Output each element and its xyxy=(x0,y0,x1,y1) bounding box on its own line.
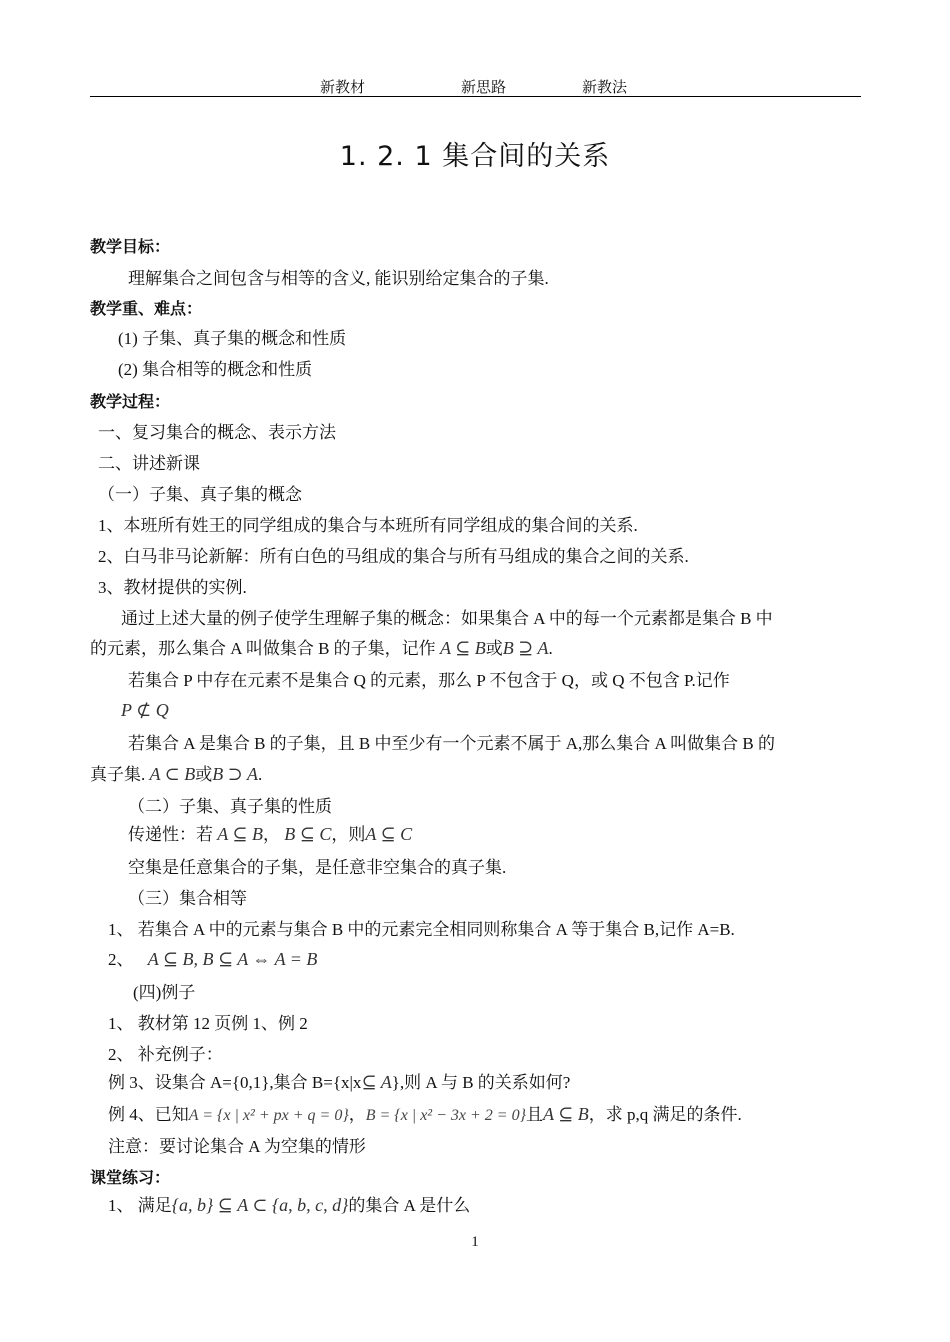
practice-item-1: 1、 教材第 12 页例 1、例 2 xyxy=(108,1014,308,1033)
note: 注意：要讨论集合 A 为空集的情形 xyxy=(108,1137,366,1156)
example-4-problem xyxy=(108,1103,742,1127)
subset-definition-line-1: 通过上述大量的例子使学生理解子集的概念：如果集合 A 中的每一个元素都是集合 B 中 xyxy=(121,609,773,628)
example-4-comma: ， xyxy=(348,1105,366,1124)
example-2: 2、白马非马论新解：所有白色的马组成的集合与所有马组成的集合之间的关系. xyxy=(98,547,689,566)
subsection-subset-properties: （二）子集、真子集的性质 xyxy=(128,797,332,816)
objectives-text: 理解集合之间包含与相等的含义, 能识别给定集合的子集. xyxy=(128,269,549,288)
math-a-subset-b: A ⊆ B xyxy=(439,638,486,658)
proper-subset-definition-line-2 xyxy=(90,763,262,786)
section-new-lesson: 二、讲述新课 xyxy=(98,454,200,473)
math-example-4-a: A = {x | x² + px + q = 0} xyxy=(188,1107,349,1124)
subsection-subset-concept: （一）子集、真子集的概念 xyxy=(98,485,302,504)
example-1: 1、本班所有姓王的同学组成的集合与本班所有同学组成的集合间的关系. xyxy=(98,516,638,535)
period: . xyxy=(258,765,263,784)
or-text: 或 xyxy=(485,639,503,658)
math-practice-1: {a, b} ⊆ A ⊂ {a, b, c, d} xyxy=(171,1195,349,1215)
not-subset-definition: 若集合 P 中存在元素不是集合 Q 的元素，那么 P 不包含于 Q，或 Q 不包含 P.记作 xyxy=(128,671,730,690)
example-4-text-a: 例 4、已知 xyxy=(108,1105,189,1124)
math-b-proper-superset-a: B ⊃ A xyxy=(212,764,258,784)
section-review: 一、复习集合的概念、表示方法 xyxy=(98,423,336,442)
page-number: 1 xyxy=(471,1234,479,1250)
transitivity-line xyxy=(128,823,412,846)
empty-set-property: 空集是任意集合的子集，是任意非空集合的真子集. xyxy=(128,858,507,877)
math-transitivity-1: A ⊆ B xyxy=(217,824,263,844)
practice-heading: 课堂练习： xyxy=(90,1168,171,1187)
math-example-4-b: B = {x | x² − 3x + 2 = 0} xyxy=(365,1107,526,1124)
example-3-text-b: },则 A 与 B 的关系如何? xyxy=(391,1073,571,1092)
example-4-text-b: ，求 p,q 满足的条件. xyxy=(588,1105,742,1124)
math-example-4-c: A ⊆ B xyxy=(542,1104,589,1124)
math-transitivity-3: A ⊆ C xyxy=(365,824,413,844)
period: . xyxy=(548,639,553,658)
key-points-heading: 教学重、难点： xyxy=(90,299,203,318)
example-3-text-a: 例 3、设集合 A={0,1},集合 B={x|x xyxy=(108,1073,362,1092)
key-point-2: (2) 集合相等的概念和性质 xyxy=(118,360,313,379)
header-right: 新教法 xyxy=(582,80,628,96)
math-b-superset-a: B ⊇ A xyxy=(502,638,549,658)
practice-item-2: 2、 补充例子： xyxy=(108,1045,223,1064)
or-text: 或 xyxy=(195,765,213,784)
proper-subset-definition-line-1: 若集合 A 是集合 B 的子集，且 B 中至少有一个元素不属于 A,那么集合 A 叫做集合 B 的 xyxy=(128,734,775,753)
transitivity-label: 传递性：若 xyxy=(128,825,213,844)
example-4-and: 且 xyxy=(525,1105,543,1124)
page-title: 1. 2. 1 集合间的关系 xyxy=(339,141,611,172)
subsection-examples: (四)例子 xyxy=(133,983,196,1002)
math-p-not-subset-q: P ⊄ Q xyxy=(121,700,169,720)
example-3: 3、教材提供的实例. xyxy=(98,578,247,597)
equality-item-2 xyxy=(108,948,317,971)
process-heading: 教学过程： xyxy=(90,392,171,411)
subset-definition-line-2 xyxy=(90,637,553,660)
example-3-problem xyxy=(108,1071,570,1094)
math-example-3: ⊆ A xyxy=(361,1072,392,1092)
math-a-proper-subset-b: A ⊂ B xyxy=(149,764,196,784)
proper-subset-text: 真子集. xyxy=(90,765,146,784)
then-text: ，则 xyxy=(331,825,366,844)
math-transitivity-2: B ⊆ C xyxy=(284,824,332,844)
subsection-set-equality: （三）集合相等 xyxy=(128,889,247,908)
objectives-heading: 教学目标： xyxy=(90,237,171,256)
practice-question-1-text: 的集合 A 是什么 xyxy=(348,1196,471,1215)
header-rule xyxy=(90,96,861,97)
equality-item-2-number: 2、 xyxy=(108,950,134,969)
comma: ， xyxy=(263,825,280,844)
practice-question-1-number: 1、 满足 xyxy=(108,1196,172,1215)
key-point-1: (1) 子集、真子集的概念和性质 xyxy=(118,329,347,348)
header-middle: 新思路 xyxy=(461,80,507,96)
math-equality: A ⊆ B, B ⊆ A ⇔ A = B xyxy=(147,949,318,969)
practice-question-1 xyxy=(108,1194,470,1217)
subset-definition-text: 的元素，那么集合 A 叫做集合 B 的子集，记作 xyxy=(90,639,436,658)
equality-item-1: 1、 若集合 A 中的元素与集合 B 中的元素完全相同则称集合 A 等于集合 B,记作 A=B. xyxy=(108,920,735,939)
header-left: 新教材 xyxy=(320,80,366,96)
